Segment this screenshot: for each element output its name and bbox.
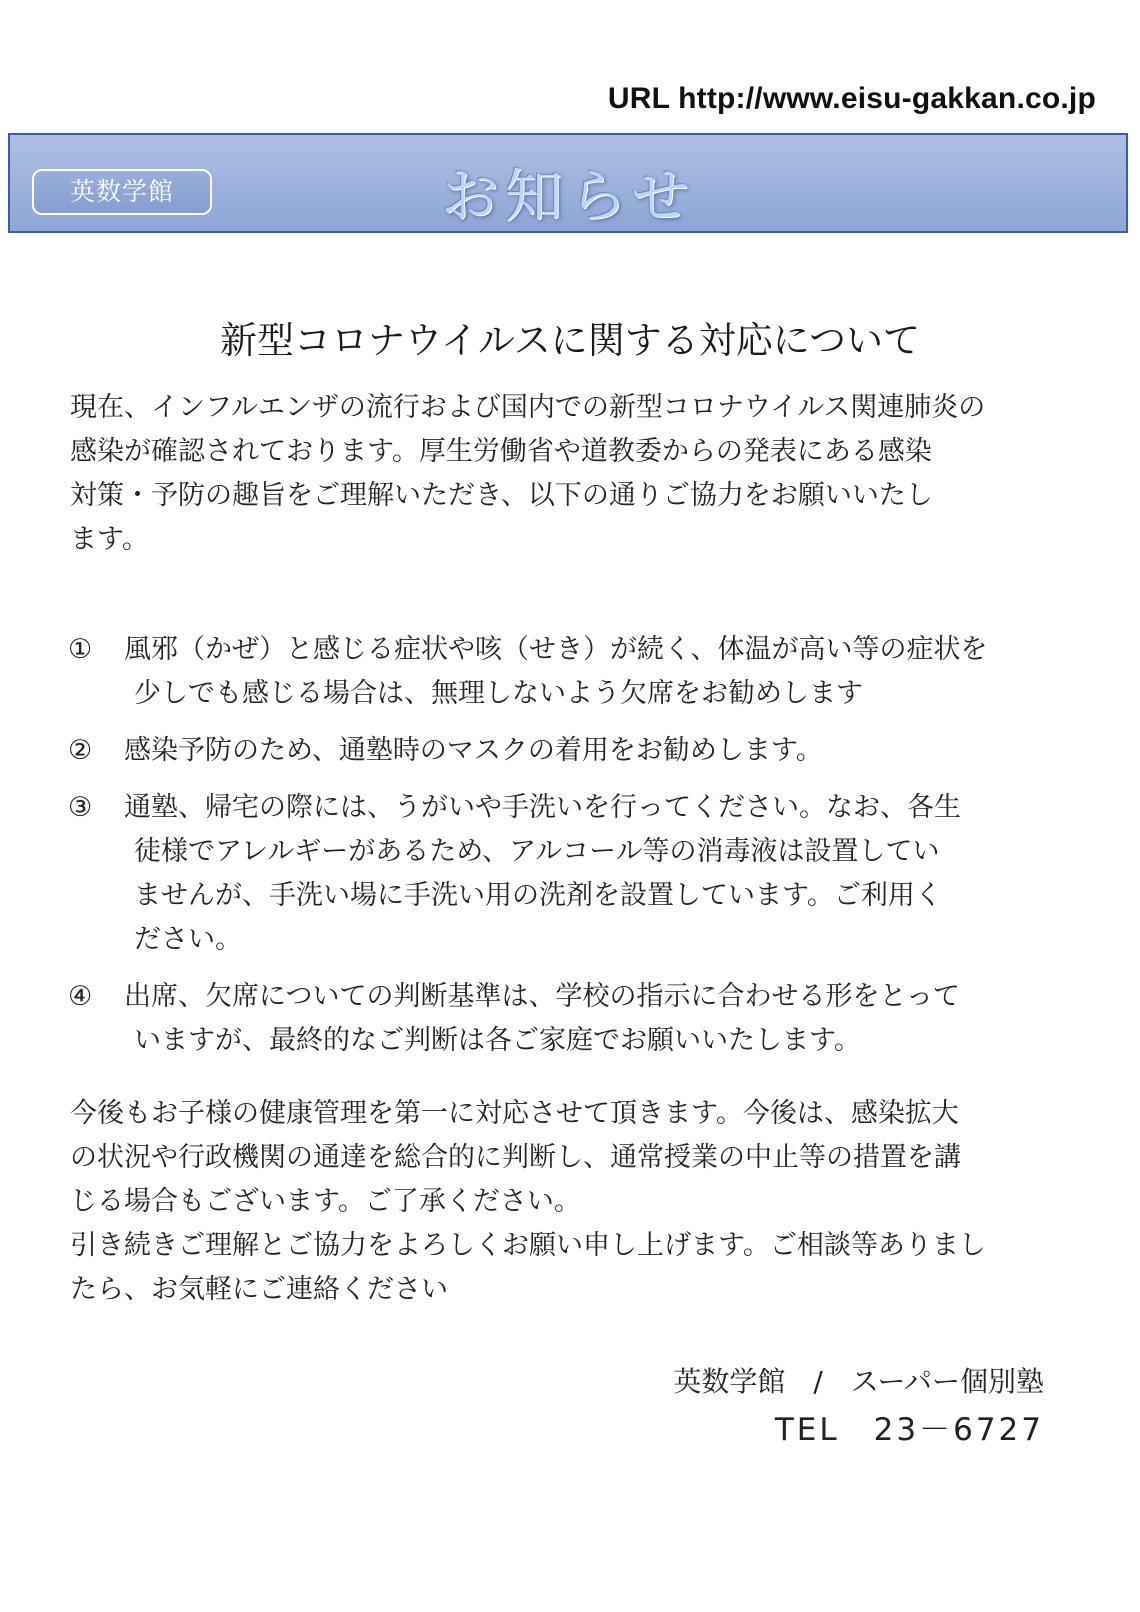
list-item [66, 729, 1086, 773]
list-item [66, 975, 1086, 1063]
closing-line: たら、お気軽にご連絡ください [70, 1274, 448, 1305]
notice-banner [8, 133, 1128, 233]
intro-paragraph [70, 386, 1080, 562]
item-line: 少しでも感じる場合は、無理しないよう欠席をお勧めします [134, 678, 863, 709]
page-heading: 新型コロナウイルスに関する対応について [219, 319, 921, 362]
measures-list [66, 628, 1086, 1076]
item-number: ③ [68, 792, 93, 823]
school-name-badge: 英数学館 [32, 169, 212, 215]
item-number: ④ [68, 981, 93, 1012]
signature: 英数学館 / スーパー個別塾 [673, 1365, 1044, 1398]
item-line: 徒様でアレルギーがあるため、アルコール等の消毒液は設置してい [134, 836, 940, 867]
closing-line: 今後もお子様の健康管理を第一に対応させて頂きます。今後は、感染拡大 [70, 1098, 959, 1129]
telephone-number: TEL 23－6727 [774, 1412, 1044, 1448]
item-line: ださい。 [134, 924, 242, 955]
closing-line: 引き続きご理解とご協力をよろしくお願い申し上げます。ご相談等ありまし [70, 1230, 986, 1261]
closing-paragraph [70, 1092, 1080, 1312]
intro-line: 現在、インフルエンザの流行および国内での新型コロナウイルス関連肺炎の [70, 392, 986, 423]
item-number: ② [68, 735, 93, 766]
item-line: いますが、最終的なご判断は各ご家庭でお願いいたします。 [134, 1025, 861, 1056]
intro-line: 感染が確認されております。厚生労働省や道教委からの発表にある感染 [70, 436, 932, 467]
intro-line: 対策・予防の趣旨をご理解いただき、以下の通りご協力をお願いいたし [70, 480, 933, 511]
closing-line: の状況や行政機関の通達を総合的に判断し、通常授業の中止等の措置を講 [70, 1142, 961, 1173]
item-text [124, 975, 960, 1063]
list-item [66, 786, 1086, 962]
item-text [124, 628, 987, 716]
website-url: URL http://www.eisu-gakkan.co.jp [607, 82, 1096, 115]
closing-line: じる場合もございます。ご了承ください。 [70, 1186, 581, 1217]
item-text [124, 786, 961, 962]
notice-title: お知らせ [440, 162, 696, 230]
item-line: 感染予防のため、通塾時のマスクの着用をお勧めします。 [124, 735, 823, 766]
list-item [66, 628, 1086, 716]
item-line: 通塾、帰宅の際には、うがいや手洗いを行ってください。なお、各生 [124, 792, 961, 823]
intro-line: ます。 [70, 524, 149, 555]
item-number: ① [68, 634, 93, 665]
item-line: 風邪（かぜ）と感じる症状や咳（せき）が続く、体温が高い等の症状を [124, 634, 988, 665]
item-line: ませんが、手洗い場に手洗い用の洗剤を設置しています。ご利用く [134, 880, 942, 911]
item-line: 出席、欠席についての判断基準は、学校の指示に合わせる形をとって [124, 981, 960, 1012]
item-text [124, 729, 823, 773]
